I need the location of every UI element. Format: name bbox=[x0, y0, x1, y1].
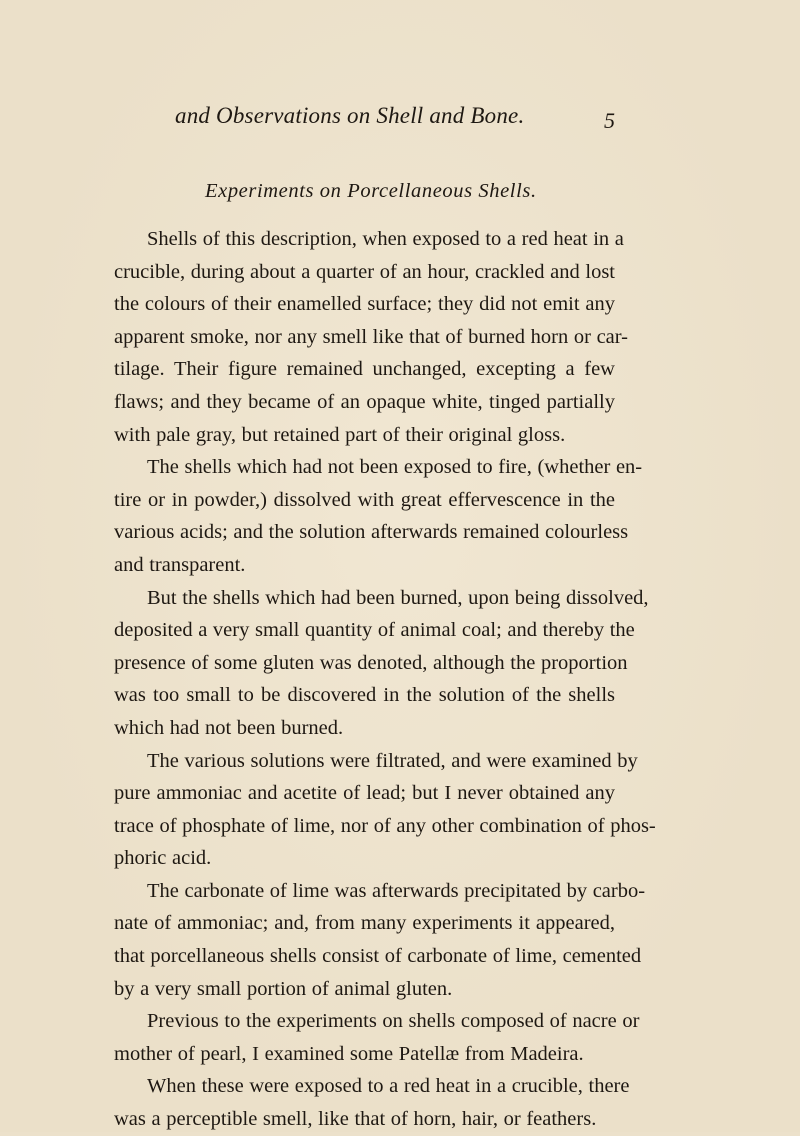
text-line: was a perceptible smell, like that of horn, hair, or feathers. bbox=[114, 1108, 597, 1131]
text-line: trace of phosphate of lime, nor of any other combination of phos- bbox=[114, 814, 656, 837]
section-title: Experiments on Porcellaneous Shells. bbox=[205, 180, 537, 202]
text-line: that porcellaneous shells consist of carbonate of lime, cemented bbox=[114, 945, 642, 968]
text-line: Previous to the experiments on shells composed of nacre or bbox=[147, 1010, 640, 1033]
page-number: 5 bbox=[604, 108, 615, 133]
text-line: Shells of this description, when exposed to a red heat in a bbox=[147, 228, 624, 250]
text-line: The carbonate of lime was afterwards precipitated by carbo- bbox=[147, 879, 646, 902]
text-line: by a very small portion of animal gluten. bbox=[114, 977, 453, 1000]
text-line: mother of pearl, I examined some Patellæ from Madeira. bbox=[114, 1042, 584, 1065]
body-text bbox=[114, 223, 656, 1136]
text-line: The various solutions were filtrated, and were examined by bbox=[147, 749, 638, 772]
text-line: The shells which had not been exposed to fire, (whether en- bbox=[147, 456, 643, 479]
text-line: crucible, during about a quarter of an hour, crackled and lost bbox=[114, 260, 615, 283]
text-line: the colours of their enamelled surface; they did not emit any bbox=[114, 293, 615, 316]
running-head: and Observations on Shell and Bone. bbox=[175, 103, 525, 128]
text-line: tire or in powder,) dissolved with great effervescence in the bbox=[114, 488, 615, 511]
text-line: nate of ammoniac; and, from many experiments it appeared, bbox=[114, 912, 615, 935]
text-line: flaws; and they became of an opaque white, tinged partially bbox=[114, 390, 615, 413]
text-line: and transparent. bbox=[114, 553, 246, 576]
text-line: which had not been burned. bbox=[114, 716, 344, 739]
text-line: But the shells which had been burned, upon being dissolved, bbox=[147, 586, 649, 609]
text-line: phoric acid. bbox=[114, 847, 212, 870]
text-line: deposited a very small quantity of animal coal; and thereby the bbox=[114, 619, 635, 642]
text-line: was too small to be discovered in the solution of the shells bbox=[114, 684, 615, 707]
text-line: apparent smoke, nor any smell like that of burned horn or car- bbox=[114, 325, 629, 348]
text-line: tilage. Their figure remained unchanged, excepting a few bbox=[114, 358, 615, 381]
text-line: with pale gray, but retained part of their original gloss. bbox=[114, 423, 566, 446]
text-line: When these were exposed to a red heat in a crucible, there bbox=[147, 1075, 630, 1098]
text-line: various acids; and the solution afterwards remained colourless bbox=[114, 521, 629, 544]
text-line: pure ammoniac and acetite of lead; but I never obtained any bbox=[114, 782, 615, 805]
text-line: presence of some gluten was denoted, although the proportion bbox=[114, 651, 628, 674]
